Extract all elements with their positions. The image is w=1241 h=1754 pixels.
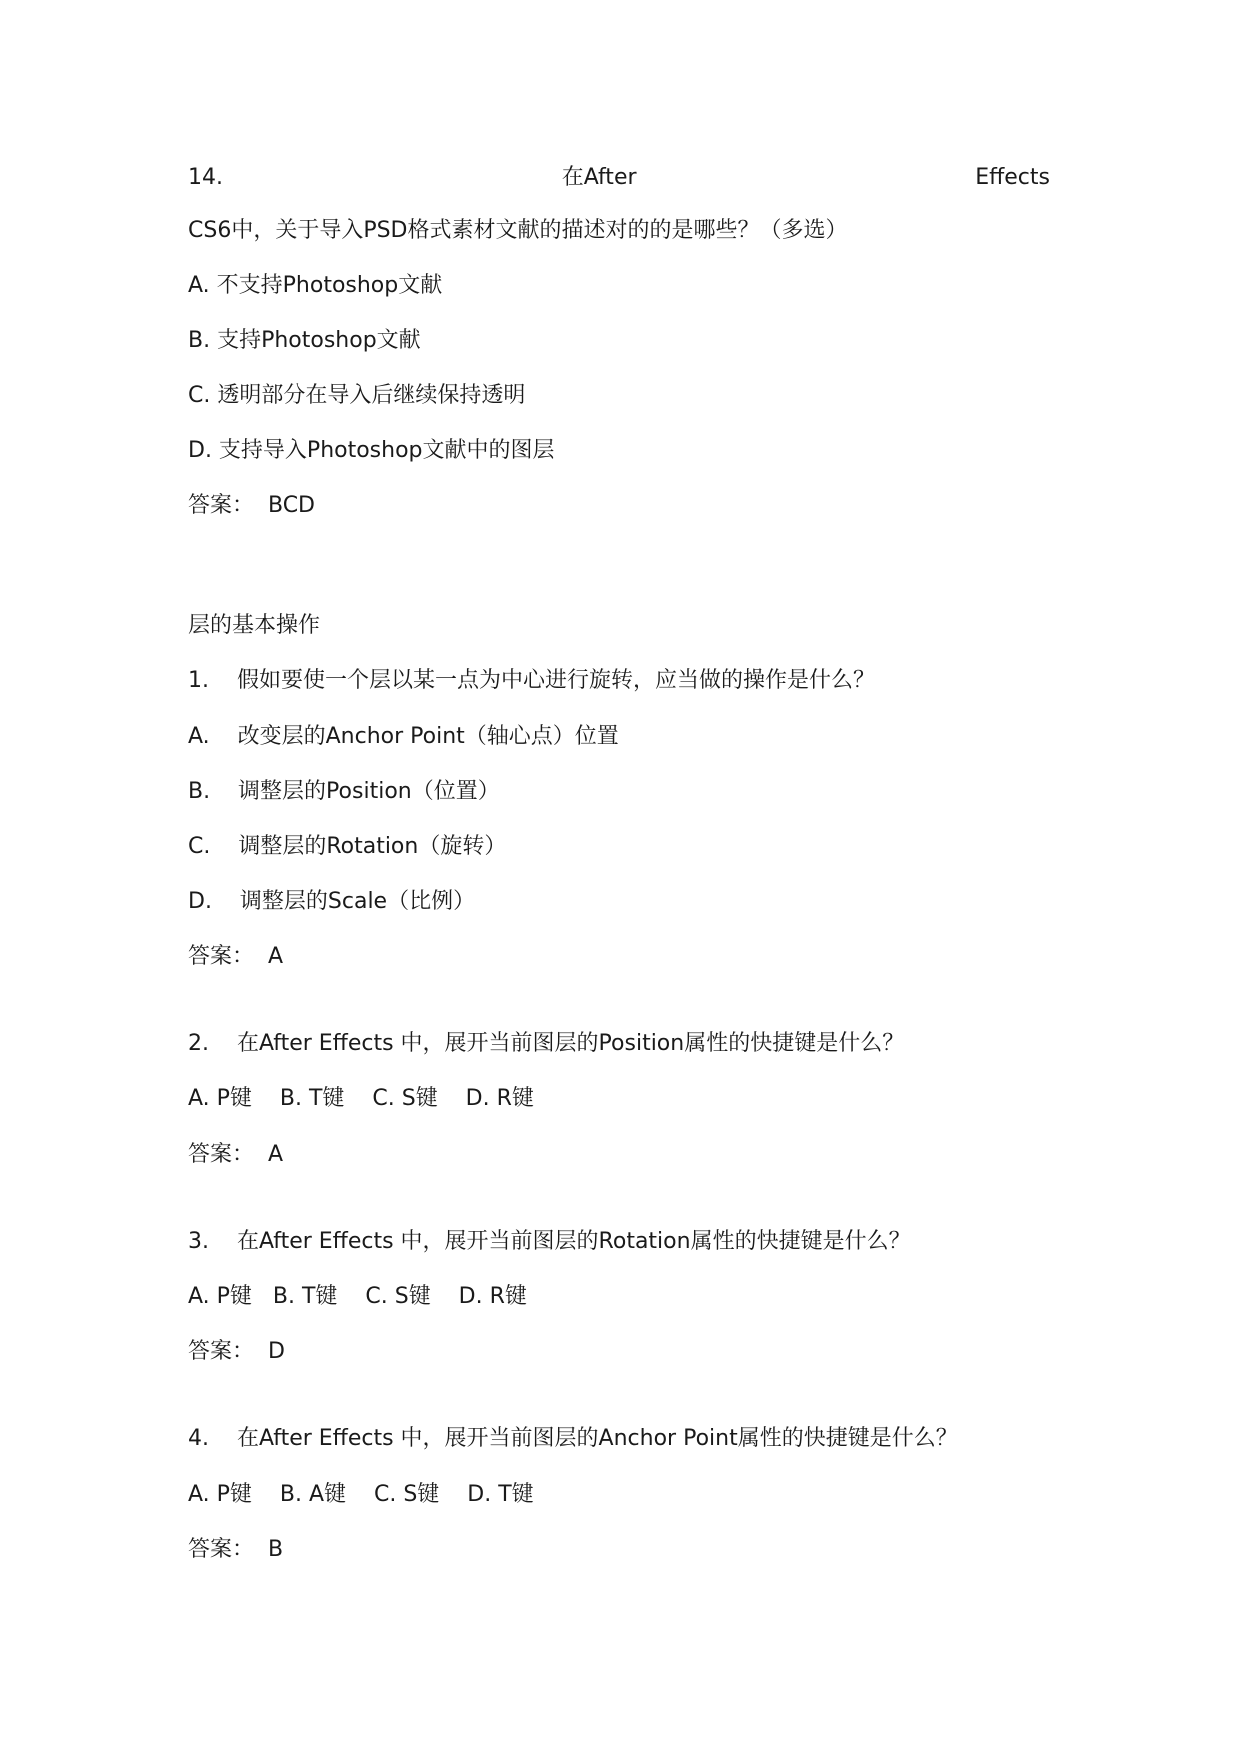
q14-option-b: B. 支持Photoshop文献 bbox=[188, 328, 421, 353]
q1-question: 1. 假如要使一个层以某一点为中心进行旋转，应当做的操作是什么？ bbox=[188, 668, 875, 693]
q1-option-a: A. 改变层的Anchor Point（轴心点）位置 bbox=[188, 724, 619, 749]
q2-options: A. P键 B. T键 C. S键 D. R键 bbox=[188, 1086, 534, 1111]
q1-option-d: D. 调整层的Scale（比例） bbox=[188, 889, 476, 914]
q2-question: 2. 在After Effects 中，展开当前图层的Position属性的快捷键是什么？ bbox=[188, 1031, 905, 1056]
section-title: 层的基本操作 bbox=[188, 613, 321, 638]
q14-question-line2: CS6中，关于导入PSD格式素材文献的描述对的的是哪些？（多选） bbox=[188, 218, 848, 243]
q1-option-b: B. 调整层的Position（位置） bbox=[188, 779, 500, 804]
q1-answer: 答案： A bbox=[188, 944, 284, 969]
q3-options: A. P键 B. T键 C. S键 D. R键 bbox=[188, 1284, 527, 1309]
q4-options: A. P键 B. A键 C. S键 D. T键 bbox=[188, 1482, 534, 1507]
q14-option-a: A. 不支持Photoshop文献 bbox=[188, 273, 443, 298]
q3-answer: 答案： D bbox=[188, 1339, 285, 1364]
q4-question: 4. 在After Effects 中，展开当前图层的Anchor Point属性的快捷键是什么？ bbox=[188, 1426, 958, 1451]
q14-line1 bbox=[188, 163, 1050, 193]
q14-option-d: D. 支持导入Photoshop文献中的图层 bbox=[188, 438, 555, 463]
q14-line1-right: Effects bbox=[975, 165, 1050, 190]
q14-option-c: C. 透明部分在导入后继续保持透明 bbox=[188, 383, 526, 408]
q14-line1-mid: 在After bbox=[561, 165, 637, 190]
q1-option-c: C. 调整层的Rotation（旋转） bbox=[188, 834, 507, 859]
q4-answer: 答案： B bbox=[188, 1537, 284, 1562]
q2-answer: 答案： A bbox=[188, 1142, 284, 1167]
q3-question: 3. 在After Effects 中，展开当前图层的Rotation属性的快捷键是什么？ bbox=[188, 1229, 911, 1254]
q14-answer: 答案： BCD bbox=[188, 493, 315, 518]
q14-number: 14. bbox=[188, 165, 223, 190]
